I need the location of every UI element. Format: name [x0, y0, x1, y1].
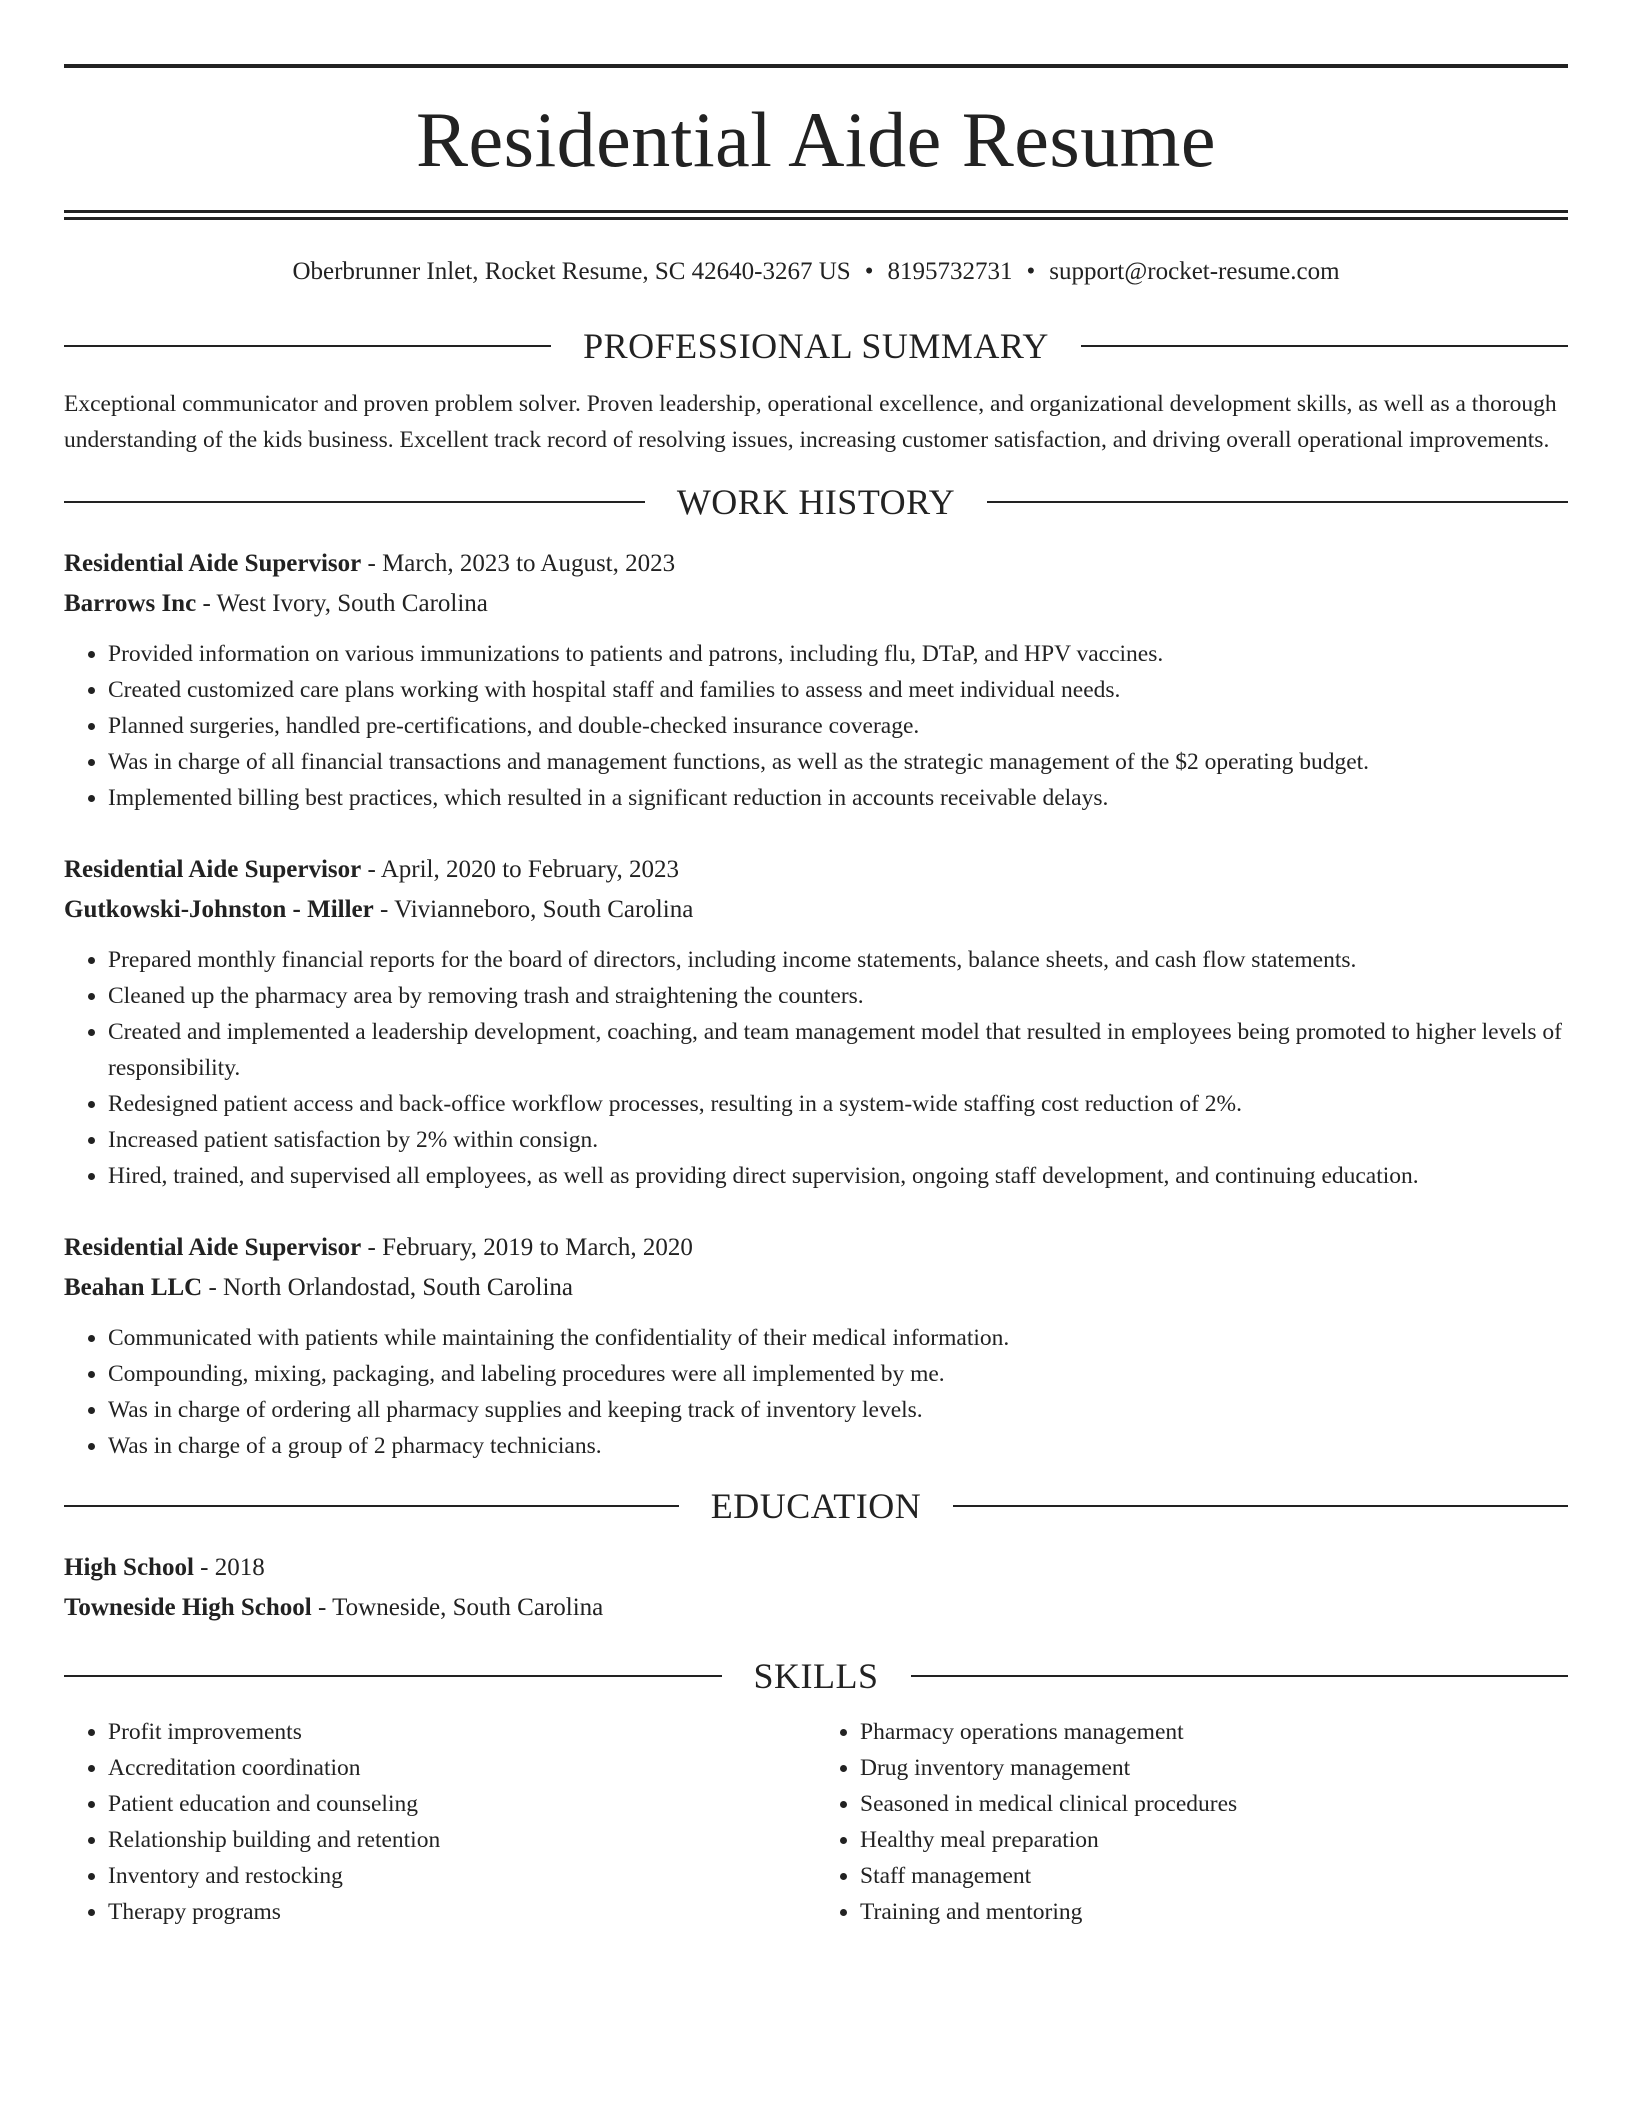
- skill-item: • Patient education and counseling: [108, 1786, 816, 1822]
- job-title-line: [64, 544, 1568, 584]
- list-item: • Was in charge of all financial transactions and management functions, as well as the strategic management of the $2 operating budget.: [108, 744, 1568, 780]
- job-company-line: [64, 584, 1568, 624]
- heading-rule: [953, 1505, 1568, 1507]
- list-item: • Compounding, mixing, packaging, and labeling procedures were all implemented by me.: [108, 1356, 1568, 1392]
- skill-item: • Drug inventory management: [860, 1750, 1568, 1786]
- education-school-line: [64, 1588, 1568, 1628]
- job-location: - Vivianneboro, South Carolina: [373, 895, 694, 923]
- job-title-line: [64, 850, 1568, 890]
- section-heading-work: [64, 482, 1568, 522]
- job-dates: - April, 2020 to February, 2023: [361, 855, 680, 883]
- job-title: Residential Aide Supervisor: [64, 549, 362, 577]
- heading-rule: [1081, 345, 1568, 347]
- job-entry: [64, 544, 1568, 816]
- job-company-line: [64, 1268, 1568, 1308]
- job-company: Barrows Inc: [64, 589, 197, 617]
- job-location: - West Ivory, South Carolina: [196, 589, 488, 617]
- contact-email: support@rocket-resume.com: [1049, 258, 1340, 285]
- title-double-rule: [64, 210, 1568, 220]
- skills-list-left: [64, 1714, 816, 1930]
- job-entry: [64, 1228, 1568, 1464]
- skill-item: • Therapy programs: [108, 1894, 816, 1930]
- job-title: Residential Aide Supervisor: [64, 1233, 362, 1261]
- top-rule: [64, 64, 1568, 68]
- education-entry: [64, 1548, 1568, 1628]
- job-title: Residential Aide Supervisor: [64, 855, 362, 883]
- list-item: • Created customized care plans working with hospital staff and families to assess and meet individual needs.: [108, 672, 1568, 708]
- skill-item: • Pharmacy operations management: [860, 1714, 1568, 1750]
- heading-rule: [64, 501, 645, 503]
- list-item: • Was in charge of ordering all pharmacy supplies and keeping track of inventory levels.: [108, 1392, 1568, 1428]
- job-dates: - February, 2019 to March, 2020: [361, 1233, 693, 1261]
- skill-item: • Relationship building and retention: [108, 1822, 816, 1858]
- education-school: Towneside High School: [64, 1593, 312, 1621]
- education-location: - Towneside, South Carolina: [311, 1593, 604, 1621]
- job-bullets: [64, 636, 1568, 816]
- education-degree-line: [64, 1548, 1568, 1588]
- list-item: • Was in charge of a group of 2 pharmacy technicians.: [108, 1428, 1568, 1464]
- list-item: • Prepared monthly financial reports for the board of directors, including income statements, balance sheets, and cash flow statements.: [108, 942, 1568, 978]
- job-title-line: [64, 1228, 1568, 1268]
- skill-item: • Inventory and restocking: [108, 1858, 816, 1894]
- job-company: Beahan LLC: [64, 1273, 203, 1301]
- contact-phone: 8195732731: [887, 258, 1013, 285]
- list-item: • Provided information on various immunizations to patients and patrons, including flu, DTaP, and HPV vaccines.: [108, 636, 1568, 672]
- section-heading-summary: [64, 326, 1568, 366]
- skill-item: • Training and mentoring: [860, 1894, 1568, 1930]
- heading-rule: [64, 1675, 722, 1677]
- job-bullets: [64, 1320, 1568, 1464]
- contact-line: [64, 256, 1568, 288]
- skill-item: • Accreditation coordination: [108, 1750, 816, 1786]
- job-company: Gutkowski-Johnston - Miller: [64, 895, 374, 923]
- list-item: • Hired, trained, and supervised all employees, as well as providing direct supervision, ongoing staff development, and continuing education.: [108, 1158, 1568, 1194]
- section-title: PROFESSIONAL SUMMARY: [583, 326, 1049, 366]
- list-item: • Implemented billing best practices, which resulted in a significant reduction in accounts receivable delays.: [108, 780, 1568, 816]
- skill-item: • Seasoned in medical clinical procedures: [860, 1786, 1568, 1822]
- heading-rule: [987, 501, 1568, 503]
- skill-item: • Profit improvements: [108, 1714, 816, 1750]
- resume-page: [64, 64, 1568, 1930]
- list-item: • Communicated with patients while maintaining the confidentiality of their medical information.: [108, 1320, 1568, 1356]
- contact-separator: •: [864, 258, 874, 285]
- education-year: - 2018: [193, 1553, 265, 1581]
- job-location: - North Orlandostad, South Carolina: [202, 1273, 574, 1301]
- section-title: EDUCATION: [710, 1485, 922, 1526]
- skill-item: • Staff management: [860, 1858, 1568, 1894]
- skills-list-right: [816, 1714, 1568, 1930]
- list-item: • Planned surgeries, handled pre-certifications, and double-checked insurance coverage.: [108, 708, 1568, 744]
- list-item: • Cleaned up the pharmacy area by removing trash and straightening the counters.: [108, 978, 1568, 1014]
- education-degree: High School: [64, 1553, 194, 1581]
- list-item: • Created and implemented a leadership development, coaching, and team management model that resulted in employees being promoted to higher levels of responsibility.: [108, 1014, 1568, 1086]
- list-item: • Redesigned patient access and back-office workflow processes, resulting in a system-wide staffing cost reduction of 2%.: [108, 1086, 1568, 1122]
- job-bullets: [64, 942, 1568, 1194]
- section-title: WORK HISTORY: [676, 481, 956, 522]
- job-dates: - March, 2023 to August, 2023: [361, 549, 676, 577]
- skills-columns: [64, 1714, 1568, 1930]
- resume-title: Residential Aide Resume: [415, 96, 1217, 183]
- job-company-line: [64, 890, 1568, 930]
- summary-text: Exceptional communicator and proven problem solver. Proven leadership, operational excellence, and organizational development skills, as well as a thorough understanding of the kids business. Excellent track record of resolving issues, increasing customer satisfaction, and driving overall operational improvements.: [64, 391, 1557, 453]
- section-heading-education: [64, 1486, 1568, 1526]
- heading-rule: [64, 1505, 679, 1507]
- heading-rule: [911, 1675, 1569, 1677]
- job-entry: [64, 850, 1568, 1194]
- section-heading-skills: [64, 1656, 1568, 1696]
- skill-item: • Healthy meal preparation: [860, 1822, 1568, 1858]
- contact-address: Oberbrunner Inlet, Rocket Resume, SC 42640-3267 US: [292, 258, 851, 285]
- contact-separator: •: [1026, 258, 1036, 285]
- list-item: • Increased patient satisfaction by 2% within consign.: [108, 1122, 1568, 1158]
- section-title: SKILLS: [753, 1655, 879, 1696]
- heading-rule: [64, 345, 551, 347]
